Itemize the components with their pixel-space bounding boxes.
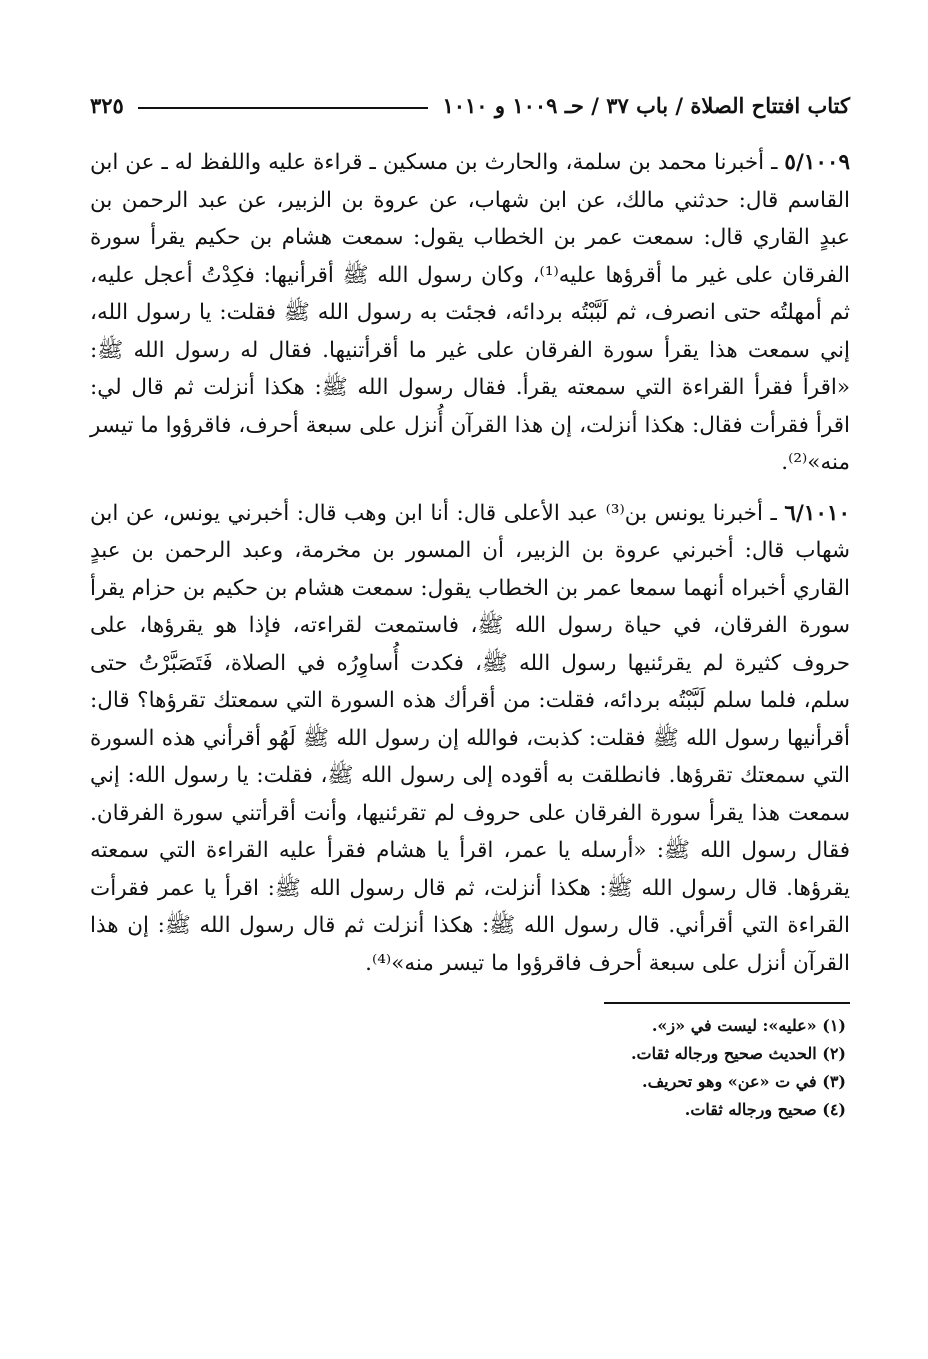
footnote-4: (٤) صحيح ورجاله ثقات.: [684, 1100, 846, 1119]
running-header: [90, 78, 850, 118]
book-page: [90, 78, 850, 1124]
hadith-number: ٦/١٠١٠: [784, 500, 850, 526]
header-title: كتاب افتتاح الصلاة / باب ٣٧ / حـ ١٠٠٩ و ١٠١٠: [442, 93, 850, 118]
page-number: ٣٢٥: [90, 93, 124, 118]
hadith-1010: [90, 495, 850, 983]
footnote-divider: [604, 1002, 850, 1004]
footnotes: [90, 1012, 850, 1124]
header-rule: [138, 107, 429, 109]
hadith-text: ـ أخبرنا محمد بن سلمة، والحارث بن مسكين ـ قراءة عليه واللفظ له ـ عن ابن القاسم قال: حدثني مالك، عن ابن شهاب، عن عروة بن الزبير، عن عبد الرحمن بن عبدٍ القاري قال: سمعت عمر بن الخطاب يقول: سمعت هشام بن حكيم يقرأ سورة الفرقان على غير ما أقرؤها عليه⁽¹⁾، وكان رسول الله ﷺ أقرأنيها: فكِدْتُ أعجل عليه، ثم أمهلتُه حتى انصرف، ثم لَبَّبْتُه بردائه، فجئت به رسول الله ﷺ فقلت: يا رسول الله، إني سمعت هذا يقرأ سورة الفرقان على غير ما أقرأتنيها. فقال له رسول الله ﷺ: «اقرأ فقرأ القراءة التي سمعته يقرأ. فقال رسول الله ﷺ: هكذا أنزلت ثم قال لي: اقرأ فقرأت فقال: هكذا أنزلت، إن هذا القرآن أُنزل على سبعة أحرف، فاقرؤوا ما تيسر منه»⁽²⁾.: [90, 150, 850, 475]
footnote-2: (٢) الحديث صحيح ورجاله ثقات.: [630, 1044, 846, 1063]
hadith-number: ٥/١٠٠٩: [784, 150, 850, 175]
hadith-1009: [90, 144, 850, 482]
hadith-text: ـ أخبرنا يونس بن⁽³⁾ عبد الأعلى قال: أنا ابن وهب قال: أخبرني يونس، عن ابن شهاب قال: أخبرني عروة بن الزبير، أن المسور بن مخرمة، وعبد الرحمن بن عبدٍ القاري أخبراه أنهما سمعا عمر بن الخطاب يقول: سمعت هشام بن حكيم بن حزام يقرأ سورة الفرقان، في حياة رسول الله ﷺ، فاستمعت لقراءته، فإذا هو يقرؤها، على حروف كثيرة لم يقرئنيها رسول الله ﷺ، فكدت أُساوِرُه في الصلاة، فَتَصَبَّرْتُ حتى سلم، فلما سلم لَبَّبْتُه بردائه، فقلت: من أقرأك هذه السورة التي سمعتك تقرؤها؟ قال: أقرأنيها رسول الله ﷺ فقلت: كذبت، فوالله إن رسول الله ﷺ لَهُو أقرأني هذه السورة التي سمعتك تقرؤها. فانطلقت به أقوده إلى رسول الله ﷺ، فقلت: يا رسول الله: إني سمعت هذا يقرأ سورة الفرقان على حروف لم تقرئنيها، وأنت أقرأتني سورة الفرقان. فقال رسول الله ﷺ: «أرسله يا عمر، اقرأ يا هشام فقرأ عليه القراءة التي سمعته يقرؤها. قال رسول الله ﷺ: هكذا أنزلت، ثم قال رسول الله ﷺ: اقرأ يا عمر فقرأت القراءة التي أقرأني. قال رسول الله ﷺ: هكذا أنزلت ثم قال رسول الله ﷺ: إن هذا القرآن أنزل على سبعة أحرف فاقرؤوا ما تيسر منه»⁽⁴⁾.: [90, 500, 850, 976]
footnote-1: (١) «عليه»: ليست في «ز».: [651, 1016, 846, 1035]
footnote-3: (٣) في ت «عن» وهو تحريف.: [642, 1072, 846, 1091]
